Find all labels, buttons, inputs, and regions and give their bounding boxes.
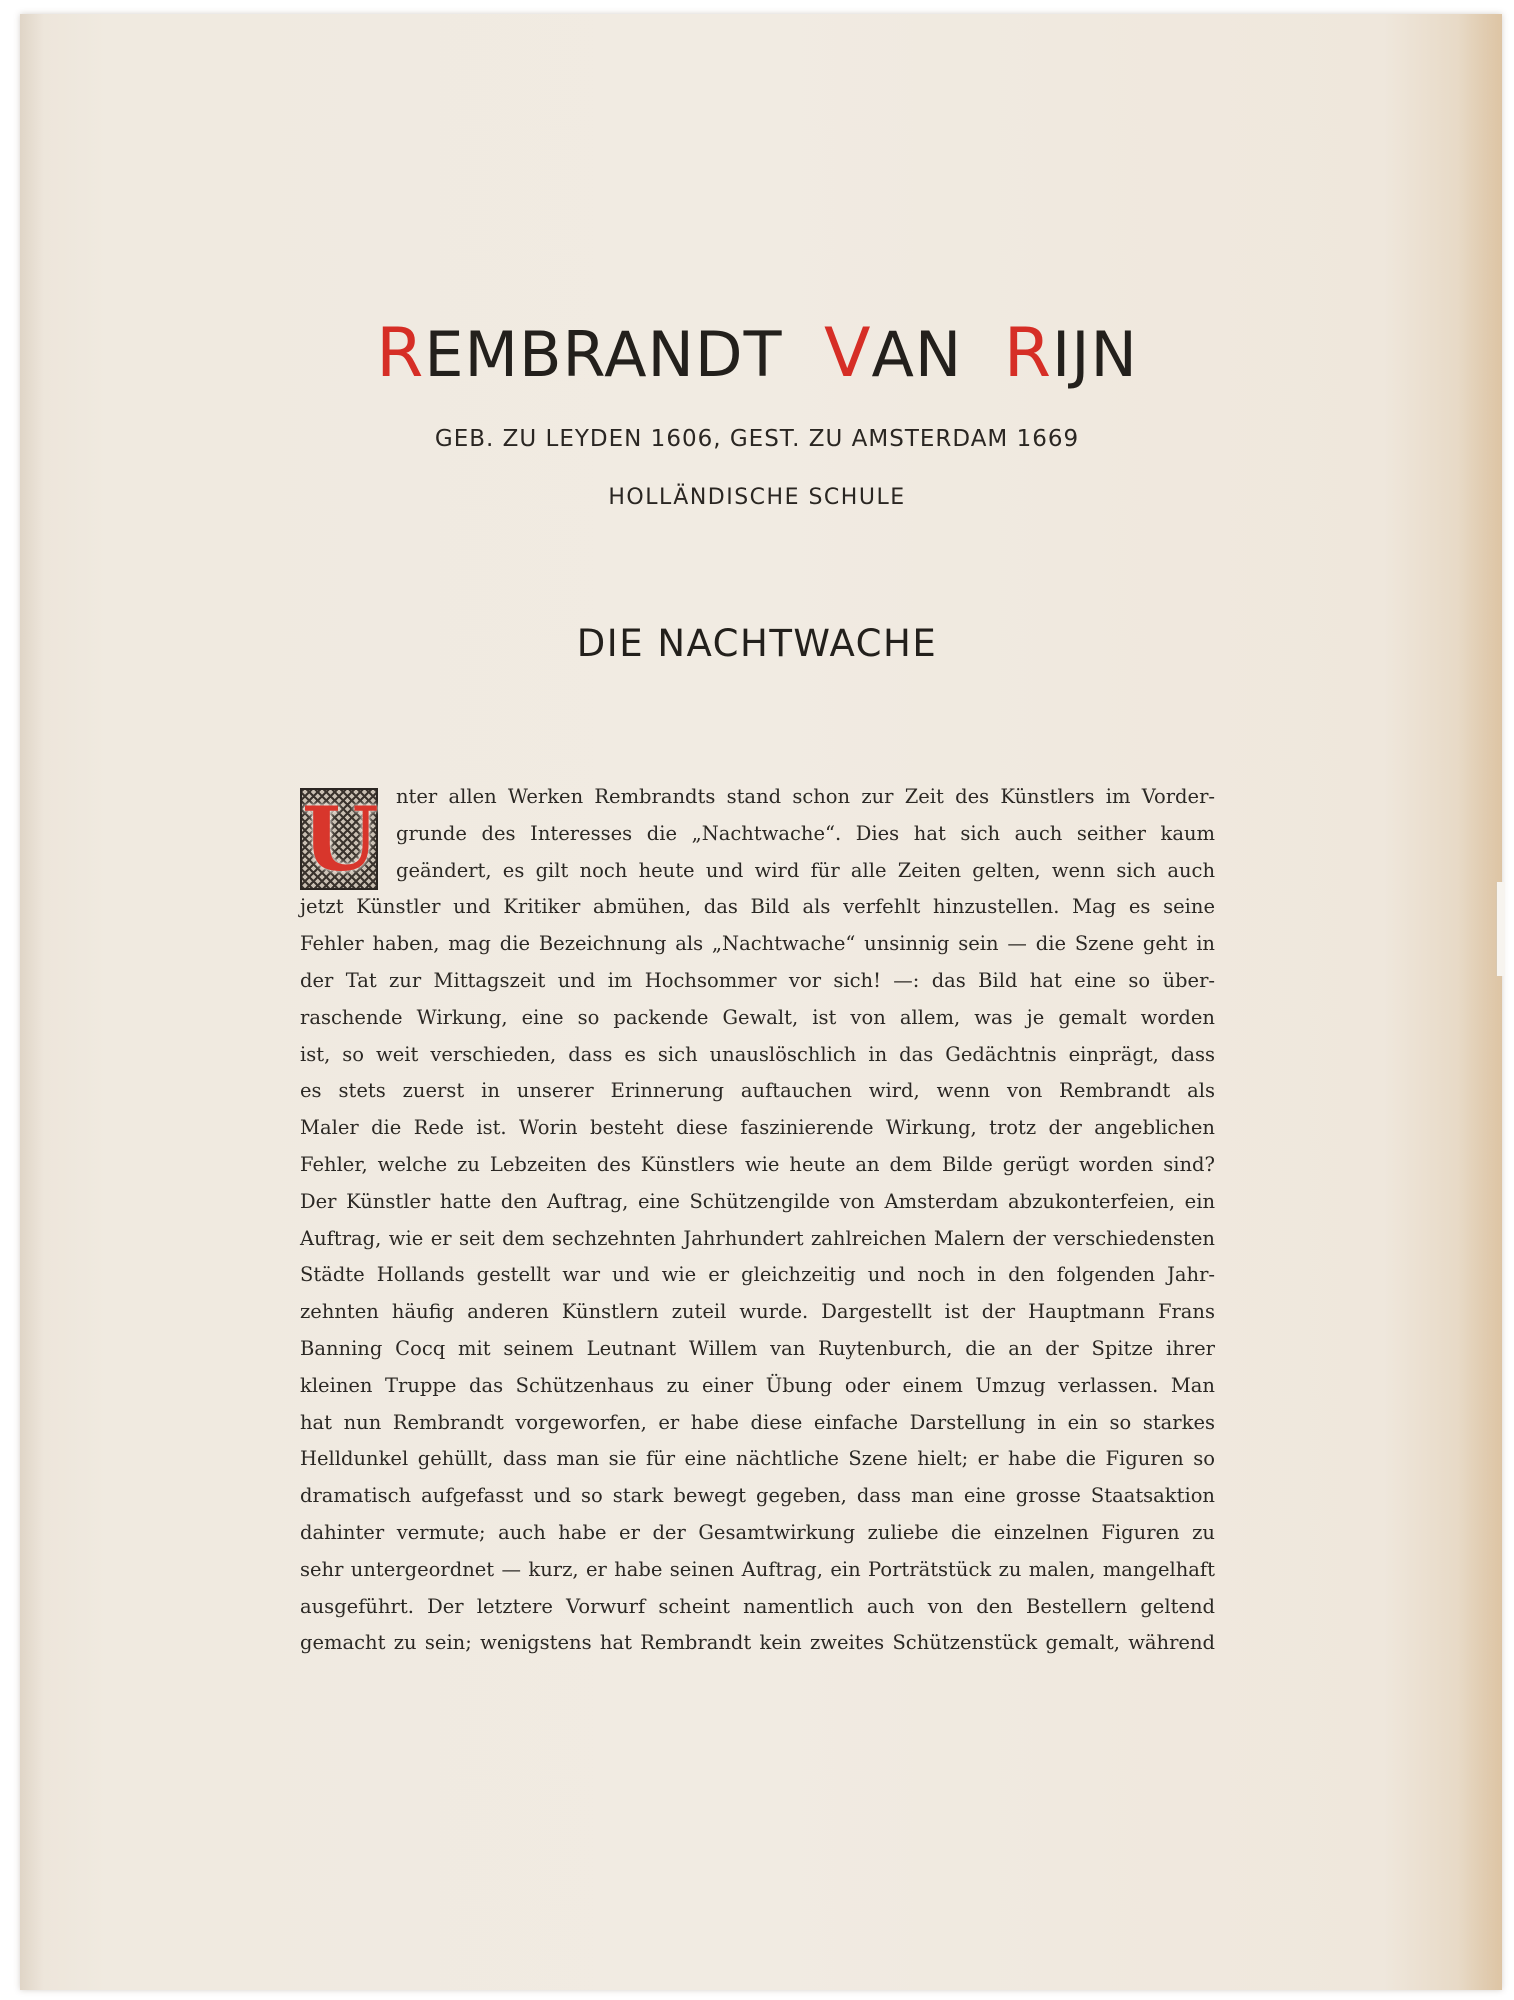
- artist-title: [0, 314, 1514, 395]
- body-line: Helldunkel gehüllt, dass man sie für eine nächtliche Szene hielt; er habe die Figuren so: [300, 1447, 1215, 1471]
- body-line: Auftrag, wie er seit dem sechzehnten Jahrhundert zahlreichen Malern der verschiedensten: [300, 1226, 1215, 1250]
- body-line: der Tat zur Mittagszeit und im Hochsommer vor sich! —: das Bild hat eine so über-: [300, 968, 1215, 992]
- body-line: grunde des Interesses die „Nachtwache“. Dies hat sich auch seither kaum: [396, 821, 1215, 845]
- body-line: dramatisch aufgefasst und so stark bewegt gegeben, dass man eine grosse Staatsaktion: [300, 1484, 1215, 1508]
- paper-edge-left: [20, 14, 44, 1990]
- title-initial-v: V: [823, 314, 872, 393]
- birth-death-line: GEB. ZU LEYDEN 1606, GEST. ZU AMSTERDAM 1669: [434, 426, 1080, 452]
- title-initial-r2: R: [1003, 314, 1052, 393]
- artwork-heading: DIE NACHTWACHE: [576, 622, 938, 665]
- title-initial-r: R: [376, 314, 425, 393]
- body-text: [300, 779, 1215, 1662]
- body-line: hat nun Rembrandt vorgeworfen, er habe diese einfache Darstellung in ein so starkes: [300, 1410, 1215, 1434]
- body-line: gemacht zu sein; wenigstens hat Rembrandt kein zweites Schützenstück gemalt, während: [300, 1631, 1215, 1655]
- initial-letter: U: [302, 787, 379, 891]
- body-line: nter allen Werken Rembrandts stand schon zur Zeit des Künstlers im Vorder-: [396, 785, 1215, 808]
- title-word-rembrandt: EMBRANDT: [424, 318, 783, 391]
- body-line: Banning Cocq mit seinem Leutnant Willem van Ruytenburch, die an der Spitze ihrer: [300, 1336, 1215, 1360]
- body-line: Städte Hollands gestellt war und wie er gleichzeitig und noch in den folgenden Jahr-: [300, 1263, 1215, 1287]
- title-word-rijn: IJN: [1051, 318, 1138, 391]
- paper-tear: [1496, 882, 1505, 976]
- body-line: geändert, es gilt noch heute und wird für alle Zeiten gelten, wenn sich auch: [396, 858, 1215, 882]
- body-line: jetzt Künstler und Kritiker abmühen, das Bild als verfehlt hinzustellen. Mag es seine: [300, 895, 1215, 919]
- body-line: ist, so weit verschieden, dass es sich unauslöschlich in das Gedächtnis einprägt, dass: [300, 1042, 1215, 1066]
- body-line: sehr untergeordnet — kurz, er habe seinen Auftrag, ein Porträtstück zu malen, mangelhaft: [300, 1557, 1215, 1581]
- body-line: Fehler, welche zu Lebzeiten des Künstlers wie heute an dem Bilde gerügt worden sind?: [300, 1152, 1215, 1176]
- paper-edge-right: [1458, 14, 1502, 1990]
- body-line: kleinen Truppe das Schützenhaus zu einer Übung oder einem Umzug verlassen. Man: [300, 1373, 1215, 1397]
- body-line: Fehler haben, mag die Bezeichnung als „Nachtwache“ unsinnig sein — die Szene geht in: [300, 932, 1215, 956]
- title-word-van: AN: [871, 318, 963, 391]
- body-line: es stets zuerst in unserer Erinnerung auftauchen wird, wenn von Rembrandt als: [300, 1079, 1215, 1103]
- body-line: ausgeführt. Der letztere Vorwurf scheint namentlich auch von den Bestellern geltend: [300, 1594, 1215, 1618]
- body-line: zehnten häufig anderen Künstlern zuteil wurde. Dargestellt ist der Hauptmann Frans: [300, 1300, 1215, 1324]
- body-line: Maler die Rede ist. Worin besteht diese faszinierende Wirkung, trotz der angeblichen: [300, 1116, 1215, 1140]
- body-line: raschende Wirkung, eine so packende Gewalt, ist von allem, was je gemalt worden: [300, 1005, 1215, 1029]
- school-line: HOLLÄNDISCHE SCHULE: [608, 485, 906, 510]
- body-line: dahinter vermute; auch habe er der Gesamtwirkung zuliebe die einzelnen Figuren zu: [300, 1520, 1215, 1544]
- body-line: Der Künstler hatte den Auftrag, eine Schützengilde von Amsterdam abzukonterfeien, ein: [300, 1189, 1215, 1213]
